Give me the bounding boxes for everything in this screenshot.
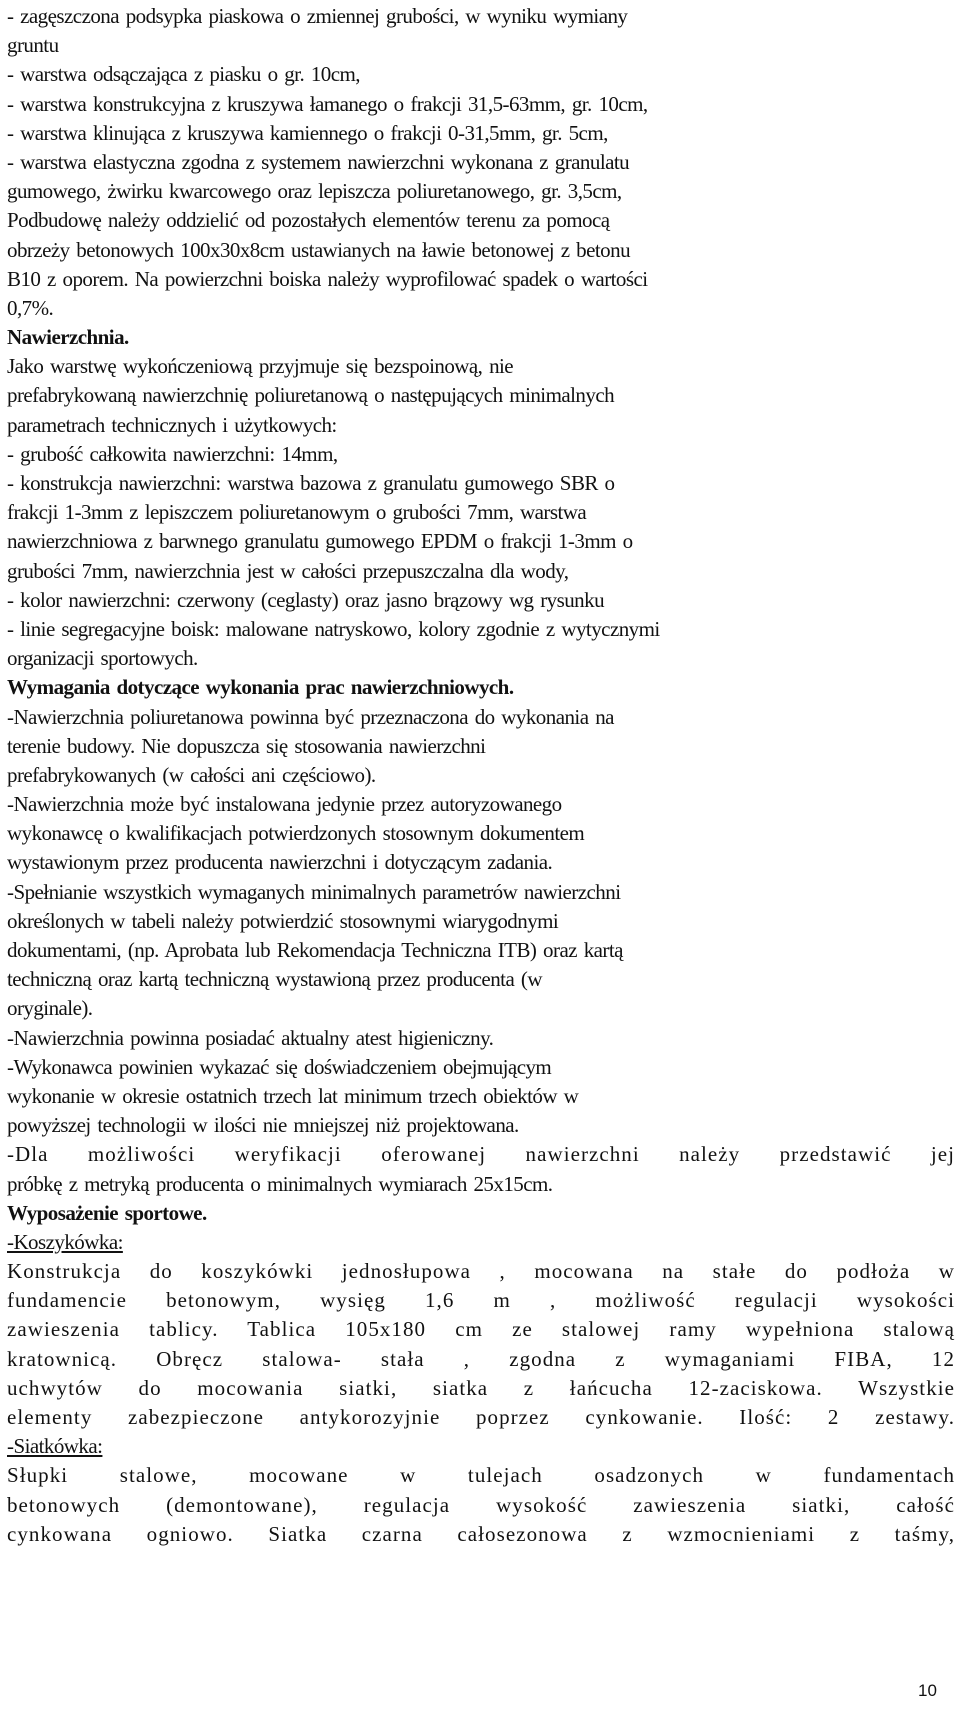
subsection-heading: -Siatkówka: <box>7 1434 103 1459</box>
text-line: - konstrukcja nawierzchni: warstwa bazowa z granulatu gumowego SBR o <box>7 471 615 495</box>
text-line: -Nawierzchnia może być instalowana jedynie przez autoryzowanego <box>7 792 562 817</box>
text-line: - warstwa konstrukcyjna z kruszywa łamanego o frakcji 31,5-63mm, gr. 10cm, <box>7 91 648 116</box>
text-line: nawierzchniowa z barwnego granulatu gumowego EPDM o frakcji 1-3mm o <box>7 529 633 554</box>
section-heading: Wymagania dotyczące wykonania prac nawierzchniowych. <box>7 675 514 700</box>
text-line: betonowych (demontowane), regulacja wysokość zawieszenia siatki, całość <box>7 1492 955 1517</box>
text-line: określonych w tabeli należy potwierdzić stosownymi wiarygodnymi <box>7 908 559 933</box>
text-line: kratownicą. Obręcz stalowa- stała , zgodna z wymaganiami FIBA, 12 <box>7 1346 955 1371</box>
text-line: 0,7%. <box>7 295 54 320</box>
text-line: - zagęszczona podsypka piaskowa o zmiennej grubości, w wyniku wymiany <box>7 4 628 28</box>
text-line: B10 z oporem. Na powierzchni boiska należy wyprofilować spadek o wartości <box>7 266 648 291</box>
text-line: gumowego, żwirku kwarcowego oraz lepiszcza poliuretanowego, gr. 3,5cm, <box>7 179 622 204</box>
text-line: obrzeży betonowych 100x30x8cm ustawianych na ławie betonowej z betonu <box>7 237 631 262</box>
text-line: - kolor nawierzchni: czerwony (ceglasty) oraz jasno brązowy wg rysunku <box>7 587 605 612</box>
text-line: - warstwa odsączająca z piasku o gr. 10cm, <box>7 62 361 87</box>
text-line: -Spełnianie wszystkich wymaganych minimalnych parametrów nawierzchni <box>7 879 621 904</box>
text-line: - grubość całkowita nawierzchni: 14mm, <box>7 441 338 466</box>
text-line: prefabrykowanych (w całości ani częściowo). <box>7 762 376 787</box>
text-line: -Wykonawca powinien wykazać się doświadczeniem obejmującym <box>7 1054 552 1079</box>
text-line: elementy zabezpieczone antykorozyjnie poprzez cynkowanie. Ilość: 2 zestawy. <box>7 1405 955 1429</box>
text-line: Jako warstwę wykończeniową przyjmuje się bezspoinową, nie <box>7 354 514 379</box>
text-line: fundamencie betonowym, wysięg 1,6 m , możliwość regulacji wysokości <box>7 1288 955 1313</box>
text-line: Słupki stalowe, mocowane w tulejach osadzonych w fundamentach <box>7 1463 955 1488</box>
text-line: frakcji 1-3mm z lepiszczem poliuretanowym o grubości 7mm, warstwa <box>7 500 587 525</box>
text-line: - warstwa klinująca z kruszywa kamiennego o frakcji 0-31,5mm, gr. 5cm, <box>7 120 608 145</box>
text-line: techniczną oraz kartą techniczną wystawioną przez producenta (w <box>7 967 542 992</box>
page-number: 10 <box>918 1681 937 1700</box>
text-line: uchwytów do mocowania siatki, siatka z łańcucha 12-zaciskowa. Wszystkie <box>7 1375 955 1400</box>
text-line: terenie budowy. Nie dopuszcza się stosowania nawierzchni <box>7 733 486 758</box>
document-page <box>7 2 955 1549</box>
text-line: dokumentami, (np. Aprobata lub Rekomendacja Techniczna ITB) oraz kartą <box>7 938 623 962</box>
subsection-heading: -Koszykówka: <box>7 1229 123 1254</box>
text-line: organizacji sportowych. <box>7 646 198 671</box>
text-line: próbkę z metryką producenta o minimalnych wymiarach 25x15cm. <box>7 1171 553 1196</box>
text-line: grubości 7mm, nawierzchnia jest w całości przepuszczalna dla wody, <box>7 558 569 583</box>
text-line: powyższej technologii w ilości nie mniejszej niż projektowana. <box>7 1113 519 1138</box>
text-line: Konstrukcja do koszykówki jednosłupowa , mocowana na stałe do podłoża w <box>7 1259 955 1284</box>
text-line: cynkowana ogniowo. Siatka czarna całosezonowa z wzmocnieniami z taśmy, <box>7 1521 955 1546</box>
text-line: Podbudowę należy oddzielić od pozostałych elementów terenu za pomocą <box>7 208 610 233</box>
text-line: gruntu <box>7 33 59 58</box>
text-line: - warstwa elastyczna zgodna z systemem nawierzchni wykonana z granulatu <box>7 149 630 174</box>
text-line: zawieszenia tablicy. Tablica 105x180 cm ze stalowej ramy wypełniona stalową <box>7 1317 955 1342</box>
section-heading: Wyposażenie sportowe. <box>7 1200 207 1225</box>
text-line: parametrach technicznych i użytkowych: <box>7 412 337 437</box>
text-line: - linie segregacyjne boisk: malowane natryskowo, kolory zgodnie z wytycznymi <box>7 616 660 641</box>
text-line: -Nawierzchnia poliuretanowa powinna być przeznaczona do wykonania na <box>7 704 614 729</box>
text-line: prefabrykowaną nawierzchnię poliuretanową o następujących minimalnych <box>7 383 615 408</box>
text-line: -Nawierzchnia powinna posiadać aktualny atest higieniczny. <box>7 1025 494 1050</box>
section-heading: Nawierzchnia. <box>7 325 129 350</box>
text-line: wystawionym przez producenta nawierzchni i dotyczącym zadania. <box>7 850 553 875</box>
text-line: oryginale). <box>7 996 93 1021</box>
text-line: wykonanie w okresie ostatnich trzech lat minimum trzech obiektów w <box>7 1083 579 1108</box>
text-line: -Dla możliwości weryfikacji oferowanej nawierzchni należy przedstawić jej <box>7 1142 955 1167</box>
text-line: wykonawcę o kwalifikacjach potwierdzonych stosownym dokumentem <box>7 821 585 846</box>
